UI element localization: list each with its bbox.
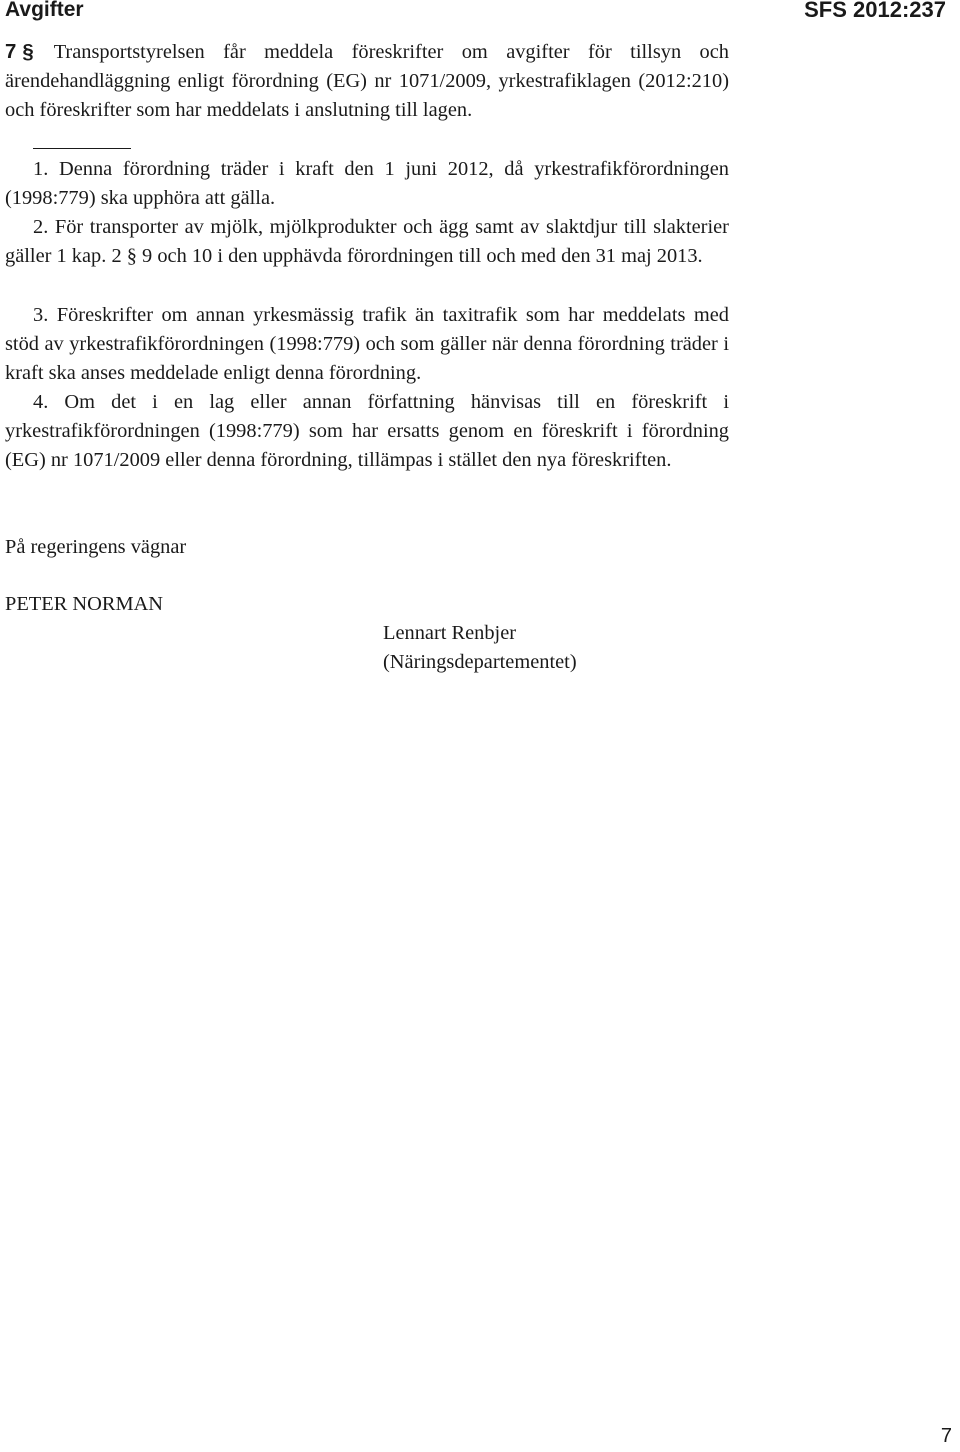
transitional-item-text: För transporter av mjölk, mjölkprodukter och ägg samt av slaktdjur till slakterier gäller 1 kap. 2 § 9 och 10 i den upphävda förordningen till och med den 31 maj 2013. <box>5 216 729 268</box>
page-number: 7 <box>940 1425 952 1447</box>
transitional-item-2 <box>5 213 729 271</box>
transitional-item-number: 3. <box>33 304 49 326</box>
transitional-divider <box>33 148 131 149</box>
transitional-item-4 <box>5 388 729 476</box>
section-7-text: Transportstyrelsen får meddela föreskrifter om avgifter för tillsyn och ärendehandläggning enligt förordning (EG) nr 1071/2009, yrkestrafiklagen (2012:210) och föreskrifter som har meddelats i anslutning till lagen. <box>5 41 729 122</box>
section-number: 7 <box>5 41 17 63</box>
transitional-item-number: 4. <box>33 391 49 413</box>
minister-name: PETER NORMAN <box>5 593 164 615</box>
section-heading: Avgifter <box>5 0 84 21</box>
transitional-item-text: Om det i en lag eller annan författning hänvisas till en föreskrift i yrkestrafikförordningen (1998:779) som har ersatts genom en föreskrift i förordning (EG) nr 1071/2009 eller denna förordning, tillämpas i stället den nya föreskriften. <box>5 391 729 472</box>
official-name: Lennart Renbjer <box>383 622 517 644</box>
paragraph-section-7 <box>5 38 729 126</box>
transitional-item-number: 2. <box>33 216 49 238</box>
transitional-item-3 <box>5 301 729 389</box>
section-sign: § <box>22 41 34 63</box>
transitional-item-text: Föreskrifter om annan yrkesmässig trafik än taxitrafik som har meddelats med stöd av yrkestrafikförordningen (1998:779) och som gäller när denna förordning träder i kraft ska anses meddelade enligt denna förordning. <box>5 304 729 385</box>
department-name: (Näringsdepartementet) <box>383 651 577 673</box>
sfs-number: SFS 2012:237 <box>804 0 946 22</box>
transitional-item-text: Denna förordning träder i kraft den 1 juni 2012, då yrkestrafikförordningen (1998:779) ska upphöra att gälla. <box>5 158 729 210</box>
on-behalf-line: På regeringens vägnar <box>5 536 187 558</box>
transitional-item-number: 1. <box>33 158 49 180</box>
transitional-item-1 <box>5 155 729 213</box>
